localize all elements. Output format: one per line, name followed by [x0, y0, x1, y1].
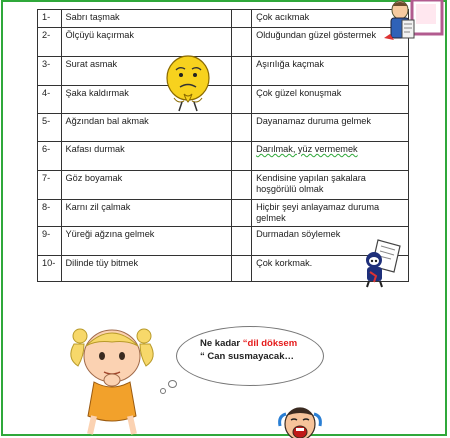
idiom-cell: Dilinde tüy bitmek — [61, 256, 231, 282]
table-row — [38, 200, 409, 227]
meaning-cell: Kendisine yapılan şakalara hoşgörülü olmak — [252, 171, 409, 200]
bubble-tail-dot — [168, 380, 177, 388]
table-row — [38, 57, 409, 86]
bubble-text — [200, 337, 297, 363]
meaning-cell: Çok korkmak. — [252, 256, 409, 282]
meaning-cell: Dayanamaz duruma gelmek — [252, 114, 409, 142]
meaning-cell: Çok güzel konuşmak — [252, 86, 409, 114]
answer-cell[interactable] — [231, 86, 251, 114]
table-row — [38, 142, 409, 171]
answer-cell[interactable] — [231, 10, 251, 28]
idiom-cell: Karnı zil çalmak — [61, 200, 231, 227]
meaning-cell — [252, 142, 409, 171]
answer-cell[interactable] — [231, 114, 251, 142]
answer-cell[interactable] — [231, 227, 251, 256]
meaning-cell: Olduğundan güzel göstermek — [252, 28, 409, 57]
row-number: 6- — [38, 142, 62, 171]
thinking-girl-icon — [64, 318, 164, 436]
meaning-cell: Durmadan söylemek — [252, 227, 409, 256]
meaning-cell: Hiçbir şeyi anlayamaz duruma gelmek — [252, 200, 409, 227]
answer-cell[interactable] — [231, 57, 251, 86]
table-row — [38, 28, 409, 57]
row-number: 5- — [38, 114, 62, 142]
table-row — [38, 10, 409, 28]
worried-face-icon — [164, 54, 214, 112]
meaning-text-underlined: Darılmak, yüz vermemek — [256, 144, 358, 154]
idiom-cell: Göz boyamak — [61, 171, 231, 200]
table-row — [38, 114, 409, 142]
row-number: 10- — [38, 256, 62, 282]
table-row — [38, 171, 409, 200]
crying-child-icon — [276, 402, 324, 438]
answer-cell[interactable] — [231, 256, 251, 282]
bubble-text-highlight: “dil döksem — [242, 338, 298, 349]
row-number: 1- — [38, 10, 62, 28]
table-row — [38, 256, 409, 282]
idiom-cell: Ölçüyü kaçırmak — [61, 28, 231, 57]
idiom-cell: Sabrı taşmak — [61, 10, 231, 28]
row-number: 3- — [38, 57, 62, 86]
table-row — [38, 227, 409, 256]
bubble-text-part1: Ne kadar — [200, 338, 243, 349]
character-with-paper-icon — [358, 236, 406, 288]
row-number: 9- — [38, 227, 62, 256]
boy-with-sign-icon — [382, 0, 444, 42]
idiom-matching-table — [37, 9, 409, 282]
idiom-cell: Ağzından bal akmak — [61, 114, 231, 142]
idiom-cell: Şaka kaldırmak — [61, 86, 231, 114]
row-number: 2- — [38, 28, 62, 57]
bubble-text-line2: “ Can susmayacak… — [200, 351, 294, 362]
idiom-cell: Kafası durmak — [61, 142, 231, 171]
answer-cell[interactable] — [231, 28, 251, 57]
row-number: 4- — [38, 86, 62, 114]
idiom-cell: Surat asmak — [61, 57, 231, 86]
idiom-cell: Yüreği ağzına gelmek — [61, 227, 231, 256]
meaning-cell: Aşırılığa kaçmak — [252, 57, 409, 86]
row-number: 7- — [38, 171, 62, 200]
row-number: 8- — [38, 200, 62, 227]
answer-cell[interactable] — [231, 171, 251, 200]
answer-cell[interactable] — [231, 142, 251, 171]
meaning-cell: Çok acıkmak — [252, 10, 409, 28]
answer-cell[interactable] — [231, 200, 251, 227]
table-row — [38, 86, 409, 114]
bubble-tail-dot — [160, 388, 166, 394]
